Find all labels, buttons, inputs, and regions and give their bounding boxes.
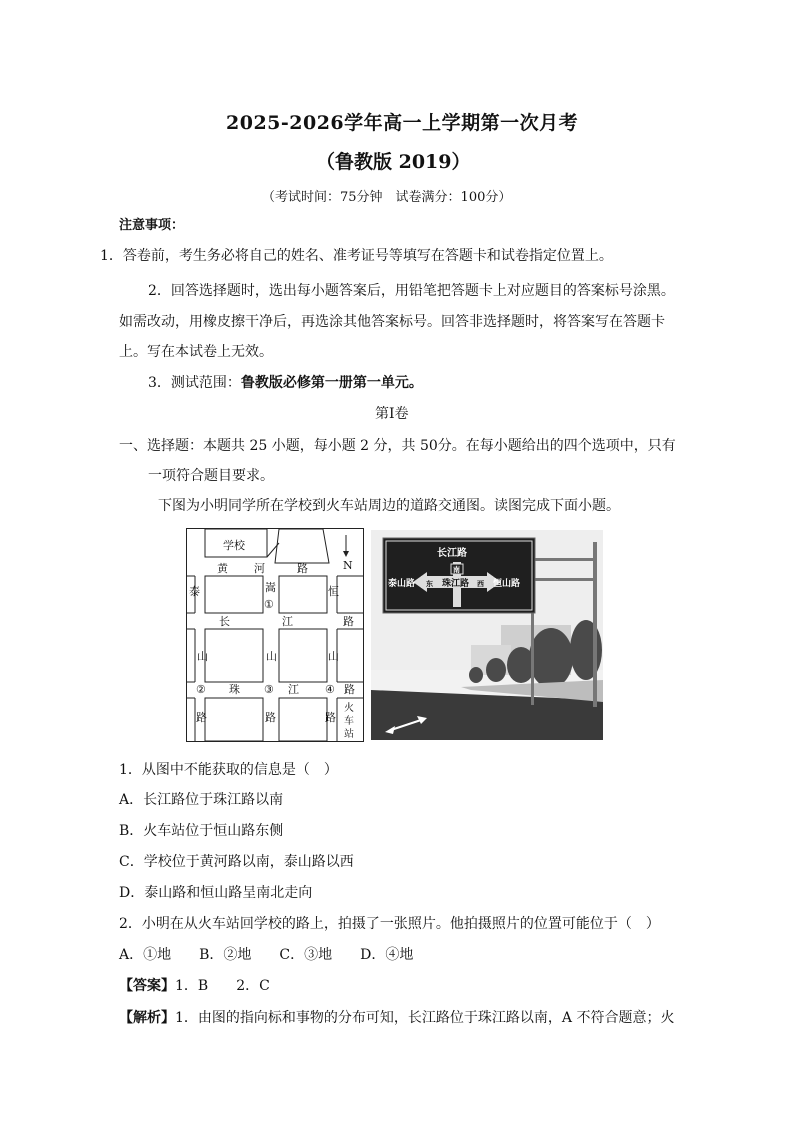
map-label: 嵩 (265, 581, 276, 594)
q1-option-b: B．火车站位于恒山路东侧 (119, 823, 284, 839)
analysis (119, 1008, 674, 1028)
answer (119, 976, 270, 996)
sign-east: 东 (426, 580, 433, 588)
trapezoid-block (275, 529, 329, 563)
block (205, 576, 263, 613)
block (279, 698, 327, 741)
map-label: 江 (288, 683, 299, 696)
answer-label: 【答案】 (119, 978, 175, 994)
block (279, 576, 327, 613)
map-label: 长 (219, 615, 230, 628)
map-label: 路 (344, 683, 355, 696)
map-label: 恒 (328, 585, 339, 598)
sign-left: 泰山路 (388, 579, 416, 589)
block (205, 698, 263, 741)
block (279, 629, 327, 682)
map-label: 珠 (229, 683, 240, 696)
analysis-label: 【解析】 (119, 1010, 175, 1026)
map-label: 火 (344, 703, 354, 714)
map-label: 路 (343, 615, 354, 628)
exam-info: （考试时间：75分钟 试卷满分：100分） (262, 190, 512, 205)
road-map (186, 528, 364, 742)
q1-option-a: A．长江路位于珠江路以南 (119, 792, 284, 808)
map-label: 山 (328, 650, 339, 663)
part1-instruction-line2: 一项符合题目要求。 (148, 468, 274, 484)
map-marker-4: ④ (325, 683, 335, 696)
map-label: 路 (325, 711, 336, 724)
map-label: 山 (197, 650, 208, 663)
q1-stem: 1．从图中不能获取的信息是（ ） (119, 762, 338, 778)
answer-value: 1．B 2．C (175, 978, 270, 994)
map-label: 山 (266, 650, 277, 663)
part1-instruction-line1: 一、选择题：本题共 25 小题，每小题 2 分，共 50分。在每小题给出的四个选项中，只有 (119, 438, 676, 454)
note-item-3-prefix: 3．测试范围： (148, 375, 241, 391)
sign-south: 南 (453, 566, 460, 574)
note-item-2-line3: 上。写在本试卷上无效。 (119, 344, 273, 360)
sign-center: 珠江路 (442, 579, 470, 589)
note-item-3 (148, 373, 423, 393)
sign-right: 恒山路 (493, 579, 521, 589)
map-label: 泰 (189, 585, 200, 598)
q1-option-c: C．学校位于黄河路以南，泰山路以西 (119, 854, 354, 870)
road-map-svg (187, 529, 363, 741)
notes-heading: 注意事项： (119, 218, 185, 233)
q2-stem: 2．小明在从火车站回学校的路上，拍摄了一张照片。他拍摄照片的位置可能位于（ ） (119, 916, 660, 932)
road-sign-photo (371, 530, 603, 740)
map-label-north: N (343, 559, 353, 572)
map-label: 路 (265, 711, 276, 724)
map-marker-3: ③ (264, 683, 274, 696)
note-item-2-line1: 2．回答选择题时，选出每小题答案后，用铅笔把答题卡上对应题目的答案标号涂黑。 (148, 283, 675, 299)
note-item-3-value: 鲁教版必修第一册第一单元。 (240, 375, 423, 391)
block (205, 629, 263, 682)
q2-options: A．①地 B．②地 C．③地 D．④地 (119, 947, 414, 963)
exam-subtitle: （鲁教版 2019） (316, 151, 471, 173)
map-label: 黄 (217, 562, 228, 575)
map-label: 路 (196, 711, 207, 724)
map-label: 车 (344, 716, 354, 727)
analysis-text: 1．由图的指向标和事物的分布可知，长江路位于珠江路以南，A 不符合题意；火 (175, 1010, 675, 1026)
map-marker-1: ① (264, 598, 274, 611)
exam-title: 2025-2026学年高一上学期第一次月考 (226, 112, 579, 134)
map-label: 江 (282, 615, 293, 628)
note-item-1: 1．答卷前，考生务必将自己的姓名、准考证号等填写在答题卡和试卷指定位置上。 (100, 248, 613, 264)
q1-option-d: D．泰山路和恒山路呈南北走向 (119, 885, 313, 901)
map-marker-2: ② (196, 683, 206, 696)
note-item-2-line2: 如需改动，用橡皮擦干净后，再选涂其他答案标号。回答非选择题时，将答案写在答题卡 (119, 314, 665, 330)
sign-west: 西 (477, 580, 484, 588)
road-sign-photo-svg (371, 530, 603, 740)
map-label: 河 (254, 562, 265, 575)
map-label: 站 (344, 729, 354, 740)
sign-top: 长江路 (437, 548, 467, 559)
map-label-school: 学校 (223, 539, 245, 552)
volume-heading: 第Ⅰ卷 (375, 406, 409, 422)
map-label: 路 (297, 562, 308, 575)
figure-intro: 下图为小明同学所在学校到火车站周边的道路交通图。读图完成下面小题。 (158, 498, 620, 514)
